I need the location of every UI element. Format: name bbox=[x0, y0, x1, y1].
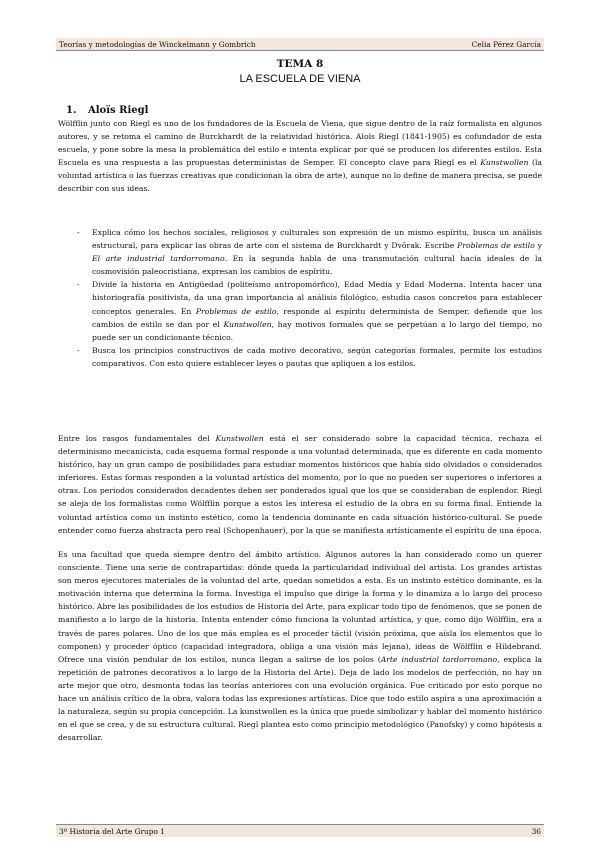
section-title: Aloïs Riegl bbox=[88, 105, 149, 116]
list-item-text: , responde al espíritu determinista de Semper, defiende que los cambios de estilo se dan por el bbox=[92, 306, 543, 329]
page-footer bbox=[56, 824, 544, 837]
list-item bbox=[58, 344, 542, 370]
paragraph-text: , explica la repetición de patrones decorativos a lo largo de la Historia del Arte). Deja de lado los modelos de perfección, no hay un arte mejor que otro, desmonta todas las teorías anteriores con una evolución orgánica. Fue criticado por esto porque no hace un análisis crítico de la obra, valora todas las expresiones artísticas. Dice que todo estilo aspira a una aproximación a la naturaleza, según su propia concepción. La kunstwollen es la única que puede simbolizar y hablar del momento histórico en el que se crea, y de su estructura cultural. Riegl plantea esto como principio metodológico (Panofsky) y como hipótesis a desarrollar. bbox=[58, 654, 542, 743]
intro-paragraph bbox=[58, 117, 542, 196]
header-course-title: Teorías y metodologías de Winckelmann y Gombrich bbox=[59, 40, 256, 49]
header-author: Celia Pérez García bbox=[471, 40, 541, 49]
intro-term: Kunstwollen bbox=[480, 158, 529, 168]
list-item-text: Explica cómo los hechos sociales, religiosos y culturales son expresión de un mismo espíritu, busca un análisis estructural, para explicar las obras de arte con el sistema de Burckhardt y Dvŏrak. Escribe bbox=[92, 228, 542, 251]
page-number: 36 bbox=[531, 827, 541, 836]
list-item-italic: Problemas de estilo bbox=[457, 241, 535, 251]
list-item-italic: Problemas de estilo bbox=[195, 306, 277, 316]
artistic-will-paragraph bbox=[58, 548, 542, 744]
list-item-text: , hay motivos formales que se perpetúan a lo largo del tiempo, no puede ser un condicionante técnico. bbox=[92, 319, 542, 342]
list-item-text: Divide la historia en Antigüedad (politeísmo antropomórfico), Edad Media y Edad Moderna. Intenta hacer una historiografía positivista, da una gran importancia al análisis filológico, estudia casos concretos para establecer conceptos generales. En bbox=[92, 280, 542, 316]
list-item-text: y bbox=[534, 241, 542, 251]
bullet-dash: - bbox=[77, 228, 80, 237]
paragraph-text: Es una facultad que queda siempre dentro del ámbito artístico. Algunos autores la han considerado como un querer consciente. Tiene una serie de contrapartidas: dónde queda la particularidad individual del artista. Los grandes artistas son meros ejecutores materiales de la voluntad del arte, quedan sometidos a esta. Es un instinto estético dominante, es la motivación interna que determina la forma. Investiga el impulso que dirige la forma y lo dinamiza a lo largo del proceso histórico. Abre las posibilidades de los estudios de Historia del Arte, para explicar todo tipo de fenómenos, que se ponen de manifiesto a lo largo de la historia. Intenta entender cómo funciona la voluntad artística, y que, como dijo Wölfflin, era a través de pares polares. Uno de los que más emplea es el proceder táctil (visión próxima, que aísla los elementos que lo componen) y proceder óptico (capacidad integradora, obliga a una visión más lejana), ideas de Wölfflin e Hildebrand. Ofrece una visión pendular de los estilos, nunca llegan a salirse de los polos ( bbox=[58, 550, 542, 664]
paragraph-text: Entre los rasgos fundamentales del bbox=[58, 434, 216, 443]
list-item-italic: Kunstwollen bbox=[223, 319, 272, 329]
bullet-dash: - bbox=[77, 280, 80, 290]
kunstwollen-paragraph bbox=[58, 432, 542, 537]
intro-text-1: Wölfflin junto con Riegl es uno de los fundadores de la Escuela de Viena, que sigue dentro de la raíz formalista en algunos autores, y se retoma el camino de Burckhardt de la relatividad histórica. Aloïs Riegl (1841-1905) es cofundador de esta escuela, y pone sobre la mesa la problemática del estilo e intenta explicar por qué se producen los diferentes estilos. Esta Escuela es una respuesta a las propuestas deterministas de Semper. El concepto clave para Riegl es el bbox=[58, 119, 542, 168]
section-heading bbox=[66, 104, 148, 117]
list-item bbox=[58, 226, 542, 278]
bullet-dash: - bbox=[77, 345, 80, 355]
list-item bbox=[58, 278, 542, 343]
footer-course: 3º Historia del Arte Grupo 1 bbox=[59, 827, 166, 836]
list-item-text: . En la segunda habla de una transmutación cultural hacia ideales de la cosmovisión paleocristiana, expresan los cambios de espíritu. bbox=[92, 254, 543, 277]
paragraph-text: está el ser considerado sobre la capacidad técnica, rechaza el determinismo mecanicista, cada esquema formal responde a una voluntad determinada, que es diferente en cada momento histórico, hay un gran campo de posibilidades para estudiar momentos históricos que había sido olvidados o considerados inferiores. Estas formas responden a la voluntad artística del momento, por lo que no pueden ser superiores o inferiores a otras. Los periodos considerados decadentes deben ser ponderados igual que los que se consideraban de esplendor. Riegl se aleja de los formalistas como Wölfflin porque a estos les interesa el estudio de la obra en su forma final. Entiende la voluntad artística como un instinto estético, como la tendencia dominante en cada situación histórico-cultural. Se puede entender como fuerza abstracta pero real (Schopenhauer), por la que se manifiesta artísticamente el espíritu de una época. bbox=[58, 434, 542, 535]
intro-text-2: (la voluntad artística o las fuerzas creativas que condicionan la obra de arte), aunque no lo define de manera precisa, se puede describir con sus ideas. bbox=[58, 158, 542, 194]
list-item-text: Busca los principios constructivos de cada motivo decorativo, según categorías formales, permite los estudios comparativos. Con esto quiere establecer leyes o pautas que apliquen a los estilos. bbox=[92, 345, 542, 368]
paragraph-term: Arte industrial tardorromano bbox=[380, 654, 498, 664]
paragraph-term: Kunstwollen bbox=[215, 434, 264, 443]
topic-number: TEMA 8 bbox=[276, 58, 324, 70]
list-item-italic: El arte industrial tardorromano bbox=[92, 254, 225, 264]
topic-title: LA ESCUELA DE VIENA bbox=[239, 73, 361, 85]
page-header bbox=[56, 38, 544, 51]
section-number: 1. bbox=[66, 105, 77, 116]
bullet-list bbox=[58, 226, 542, 370]
